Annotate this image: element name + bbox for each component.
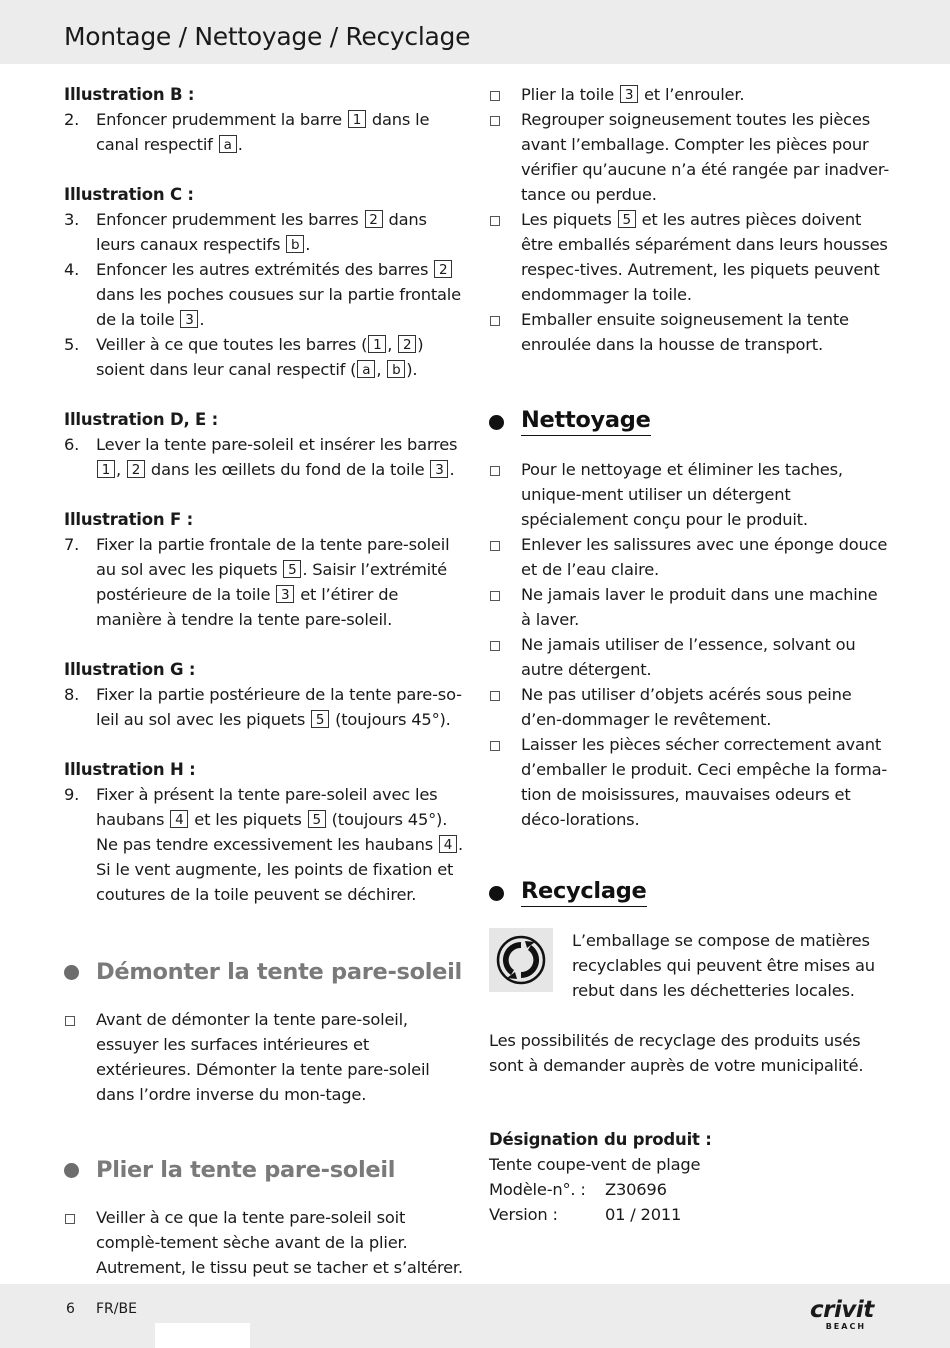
product-designation-title: Désignation du produit :: [489, 1130, 712, 1149]
item-number: 6.: [64, 435, 80, 454]
section-plier-title: Plier la tente pare-soleil: [96, 1156, 396, 1183]
list-item-5: [64, 332, 464, 382]
item-text: Ne jamais utiliser de l’essence, solvant ou autre détergent.: [521, 635, 856, 679]
section-bullet-icon: [64, 1163, 79, 1178]
section-demonter-heading: [64, 957, 464, 987]
item-text: Emballer ensuite soigneusement la tente enroulée dans la housse de transport.: [521, 310, 849, 354]
item-text: et les autres pièces doivent être emballés séparément dans leurs housses respec-tives. Autrement, les piquets peuvent endommager la toile.: [521, 210, 888, 304]
recycle-paragraph: Les possibilités de recyclage des produits usés sont à demander auprès de votre municipalité.: [489, 1031, 864, 1075]
list-item: [64, 1007, 464, 1107]
section-nettoyage-title: Nettoyage: [521, 408, 651, 436]
list-item: [489, 457, 889, 532]
part-ref-box: 2: [398, 335, 416, 353]
checkbox-square-icon: [490, 216, 500, 226]
section-plier-heading: [64, 1155, 464, 1185]
brand-logo: [810, 1298, 874, 1332]
part-ref-box: 2: [365, 210, 383, 228]
checkbox-square-icon: [490, 316, 500, 326]
list-item: [489, 632, 889, 682]
left-column: [64, 82, 464, 1280]
item-text: Laisser les pièces sécher correctement avant d’emballer le produit. Ceci empêche la forma-tion de moisissures, mauvaises odeurs et déco-lorations.: [521, 735, 888, 829]
part-ref-box: 3: [180, 310, 198, 328]
item-text: dans les œillets du fond de la toile: [145, 460, 430, 479]
part-ref-box: b: [387, 360, 405, 378]
model-label: Modèle-n°. :: [489, 1180, 586, 1199]
checkbox-square-icon: [490, 541, 500, 551]
checkbox-square-icon: [65, 1214, 75, 1224]
item-text: Les piquets: [521, 210, 617, 229]
item-text: Veiller à ce que toutes les barres (: [96, 335, 368, 354]
part-ref-box: 5: [308, 810, 326, 828]
item-text: dans les poches cousues sur la partie frontale de la toile: [96, 285, 461, 329]
item-text: Ne jamais laver le produit dans une machine à laver.: [521, 585, 878, 629]
item-text: Plier la toile: [521, 85, 620, 104]
list-item-9: [64, 782, 464, 907]
item-text: (toujours 45°).: [330, 710, 451, 729]
illustration-de-title: Illustration D, E :: [64, 410, 219, 429]
part-ref-box: 1: [368, 335, 386, 353]
part-ref-box: 4: [170, 810, 188, 828]
page-header: [0, 0, 950, 64]
item-text: ).: [406, 360, 418, 379]
recycle-block: [489, 928, 889, 1003]
item-text: .: [237, 135, 243, 154]
green-dot-recycling-icon: [489, 928, 553, 992]
item-text: Enlever les salissures avec une éponge douce et de l’eau claire.: [521, 535, 888, 579]
item-text: Veiller à ce que la tente pare-soleil soit complè-tement sèche avant de la plier. Autrement, le tissu peut se tacher et s’altérer.: [96, 1208, 463, 1277]
item-text: Pour le nettoyage et éliminer les taches, unique-ment utiliser un détergent spécialement conçu pour le produit.: [521, 460, 843, 529]
item-text: Fixer à présent la tente pare-soleil avec les haubans: [96, 785, 438, 829]
item-number: 4.: [64, 260, 80, 279]
section-bullet-icon: [64, 965, 79, 980]
item-number: 8.: [64, 685, 80, 704]
item-text: Enfoncer les autres extrémités des barres: [96, 260, 434, 279]
version-label: Version :: [489, 1205, 558, 1224]
page-number: 6: [66, 1301, 75, 1317]
item-text: dans leurs canaux respectifs: [96, 210, 427, 254]
part-ref-box: 5: [283, 560, 301, 578]
part-ref-box: 4: [439, 835, 457, 853]
list-item: [489, 532, 889, 582]
item-number: 7.: [64, 535, 80, 554]
list-item: [489, 307, 889, 357]
section-recyclage-title: Recyclage: [521, 879, 647, 907]
list-item: [489, 207, 889, 307]
illustration-f-title: Illustration F :: [64, 510, 193, 529]
section-bullet-icon: [489, 886, 504, 901]
illustration-b-title: Illustration B :: [64, 85, 195, 104]
list-item: [489, 682, 889, 732]
list-item: [489, 732, 889, 832]
part-ref-box: 1: [97, 460, 115, 478]
recycle-text: L’emballage se compose de matières recyclables qui peuvent être mises au rebut dans les déchetteries locales.: [572, 931, 875, 1000]
language-code: FR/BE: [96, 1301, 137, 1317]
part-ref-box: 3: [276, 585, 294, 603]
part-ref-box: 3: [620, 85, 638, 103]
brand-name: crivit: [810, 1297, 874, 1323]
model-value: Z30696: [605, 1180, 667, 1199]
item-text: .: [199, 310, 205, 329]
list-item: [489, 107, 889, 207]
item-text: et les piquets: [189, 810, 307, 829]
list-item-8: [64, 682, 464, 732]
item-text: ,: [116, 460, 126, 479]
item-text: .: [449, 460, 455, 479]
checkbox-square-icon: [490, 116, 500, 126]
part-ref-box: 1: [348, 110, 366, 128]
checkbox-square-icon: [65, 1016, 75, 1026]
item-text: et l’étirer de manière à tendre la tente pare-soleil.: [96, 585, 399, 629]
list-item: [489, 82, 889, 107]
item-text: ,: [387, 335, 398, 354]
product-name: Tente coupe-vent de plage: [489, 1155, 701, 1174]
illustration-g-title: Illustration G :: [64, 660, 196, 679]
item-text: dans le canal respectif: [96, 110, 430, 154]
list-item: [489, 582, 889, 632]
list-item-2: [64, 107, 464, 157]
item-text: Avant de démonter la tente pare-soleil, essuyer les surfaces intérieures et extérieures. Démonter la tente pare-soleil dans l’ordre inverse du mon-tage.: [96, 1010, 430, 1104]
part-ref-box: 2: [127, 460, 145, 478]
item-text: Enfoncer prudemment la barre: [96, 110, 347, 129]
item-text: Enfoncer prudemment les barres: [96, 210, 364, 229]
list-item-7: [64, 532, 464, 632]
part-ref-box: 3: [430, 460, 448, 478]
item-text: et l’enrouler.: [639, 85, 745, 104]
part-ref-box: 5: [618, 210, 636, 228]
part-ref-box: a: [357, 360, 375, 378]
section-demonter-title: Démonter la tente pare-soleil: [96, 958, 462, 985]
item-text: ,: [376, 360, 387, 379]
nettoyage-list: [489, 457, 889, 832]
checkbox-square-icon: [490, 641, 500, 651]
part-ref-box: b: [286, 235, 304, 253]
item-text: Fixer la partie frontale de la tente pare-soleil au sol avec les piquets: [96, 535, 450, 579]
part-ref-box: a: [219, 135, 237, 153]
item-text: . Si le vent augmente, les points de fixation et coutures de la toile peuvent se déchirer.: [96, 835, 463, 904]
item-text: Lever la tente pare-soleil et insérer les barres: [96, 435, 458, 454]
checkbox-square-icon: [490, 591, 500, 601]
list-item-6: [64, 432, 464, 482]
item-number: 2.: [64, 110, 80, 129]
item-text: Ne pas utiliser d’objets acérés sous peine d’en-dommager le revêtement.: [521, 685, 852, 729]
item-text: ) soient dans leur canal respectif (: [96, 335, 424, 379]
section-nettoyage-heading: [489, 407, 889, 437]
item-text: Regrouper soigneusement toutes les pièces avant l’emballage. Compter les pièces pour vérifier qu’aucune n’a été rangée par inadver-tance ou perdue.: [521, 110, 890, 204]
list-item-4: [64, 257, 464, 332]
page-title: Montage / Nettoyage / Recyclage: [64, 22, 471, 51]
checkbox-square-icon: [490, 466, 500, 476]
product-version-row: [489, 1202, 889, 1227]
list-item-3: [64, 207, 464, 257]
item-number: 5.: [64, 335, 80, 354]
checkbox-square-icon: [490, 741, 500, 751]
item-text: . Saisir l’extrémité postérieure de la toile: [96, 560, 447, 604]
illustration-h-title: Illustration H :: [64, 760, 196, 779]
product-model-row: [489, 1177, 889, 1202]
checkbox-square-icon: [490, 691, 500, 701]
right-column: [489, 82, 889, 1227]
item-number: 3.: [64, 210, 80, 229]
item-text: (toujours 45°). Ne pas tendre excessivement les haubans: [96, 810, 448, 854]
page-footer: [0, 1284, 950, 1348]
item-text: .: [305, 235, 311, 254]
section-recyclage-heading: [489, 878, 889, 908]
part-ref-box: 2: [434, 260, 452, 278]
illustration-c-title: Illustration C :: [64, 185, 194, 204]
item-text: Fixer la partie postérieure de la tente pare-so-leil au sol avec les piquets: [96, 685, 462, 729]
item-number: 9.: [64, 785, 80, 804]
brand-sub: BEACH: [825, 1322, 867, 1331]
footer-strip: [155, 1323, 250, 1348]
list-item: [64, 1205, 464, 1280]
section-bullet-icon: [489, 415, 504, 430]
part-ref-box: 5: [311, 710, 329, 728]
version-value: 01 / 2011: [605, 1205, 682, 1224]
checkbox-square-icon: [490, 91, 500, 101]
